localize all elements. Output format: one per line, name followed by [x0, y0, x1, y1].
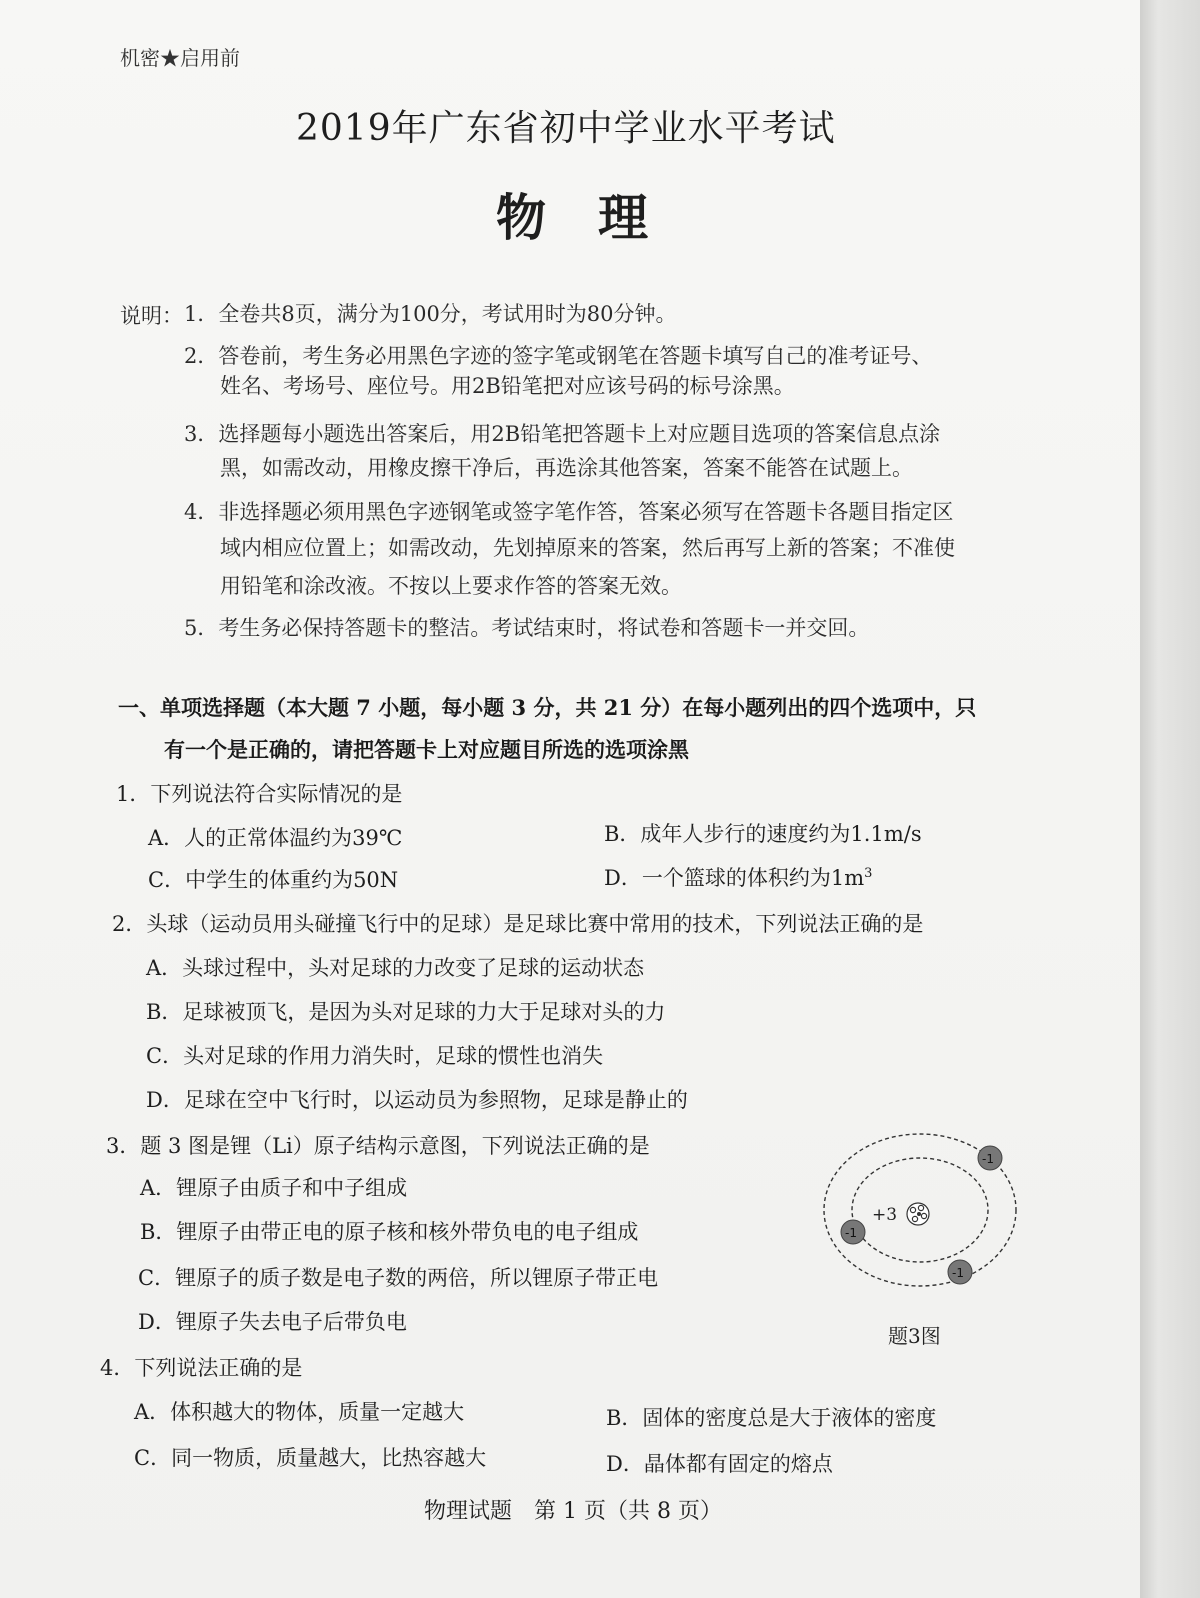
- nucleus-charge-label: +3: [872, 1205, 898, 1225]
- instruction-line: 3．选择题每小题选出答案后，用2B铅笔把答题卡上对应题目选项的答案信息点涂: [184, 422, 941, 446]
- q1-option-c: C．中学生的体重约为50N: [148, 868, 399, 892]
- electron-1: [978, 1146, 1002, 1170]
- figure-caption: 题3图: [888, 1324, 941, 1348]
- q4-option-c: C．同一物质，质量越大，比热容越大: [134, 1446, 487, 1470]
- q3-option-d: D．锂原子失去电子后带负电: [138, 1310, 407, 1334]
- instruction-line: 4．非选择题必须用黑色字迹钢笔或签字笔作答，答案必须写在答题卡各题目指定区: [184, 500, 954, 524]
- confidential-mark: 机密★启用前: [120, 46, 240, 70]
- subject-title: 物理: [496, 188, 700, 247]
- nucleus: [907, 1203, 929, 1225]
- section-heading: 一、单项选择题（本大题 7 小题，每小题 3 分，共 21 分）在每小题列出的四个选项中，只: [118, 695, 977, 720]
- electron-2: [841, 1220, 865, 1244]
- q2-option-c: C．头对足球的作用力消失时，足球的惯性也消失: [146, 1044, 604, 1068]
- page-footer: 物理试题 第 1 页（共 8 页）: [424, 1499, 722, 1524]
- instruction-line: 用铅笔和涂改液。不按以上要求作答的答案无效。: [220, 574, 682, 598]
- question-1-stem: 1．下列说法符合实际情况的是: [116, 782, 403, 806]
- q2-option-b: B．足球被顶飞，是因为头对足球的力大于足球对头的力: [146, 1000, 666, 1024]
- q2-option-d: D．足球在空中飞行时，以运动员为参照物，足球是静止的: [146, 1088, 688, 1112]
- electron-3: [948, 1260, 972, 1284]
- exam-title: 2019年广东省初中学业水平考试: [296, 108, 836, 149]
- instructions-label: 说明：: [120, 304, 183, 328]
- q4-option-d: D．晶体都有固定的熔点: [606, 1452, 833, 1476]
- q1-option-a: A．人的正常体温约为39℃: [148, 826, 403, 850]
- electron-charge-label: -1: [982, 1152, 994, 1166]
- question-2-stem: 2．头球（运动员用头碰撞飞行中的足球）是足球比赛中常用的技术，下列说法正确的是: [112, 912, 924, 936]
- q1-option-b: B．成年人步行的速度约为1.1m/s: [604, 822, 922, 846]
- instruction-line: 黑，如需改动，用橡皮擦干净后，再选涂其他答案，答案不能答在试题上。: [220, 456, 913, 480]
- q3-option-c: C．锂原子的质子数是电子数的两倍，所以锂原子带正电: [138, 1266, 659, 1290]
- q4-option-b: B．固体的密度总是大于液体的密度: [606, 1406, 937, 1430]
- question-3-stem: 3．题 3 图是锂（Li）原子结构示意图，下列说法正确的是: [106, 1134, 650, 1158]
- electron-charge-label: -1: [952, 1266, 964, 1280]
- q4-option-a: A．体积越大的物体，质量一定越大: [134, 1400, 465, 1424]
- electron-charge-label: -1: [845, 1226, 857, 1240]
- q1-option-d-exponent: 3: [864, 866, 873, 881]
- lithium-atom-diagram: [820, 1130, 1020, 1290]
- section-heading-cont: 有一个是正确的，请把答题卡上对应题目所选的选项涂黑: [164, 737, 689, 762]
- instruction-line: 姓名、考场号、座位号。用2B铅笔把对应该号码的标号涂黑。: [220, 374, 795, 398]
- q2-option-a: A．头球过程中，头对足球的力改变了足球的运动状态: [146, 956, 645, 980]
- q3-option-b: B．锂原子由带正电的原子核和核外带负电的电子组成: [140, 1220, 639, 1244]
- instruction-line: 域内相应位置上；如需改动，先划掉原来的答案，然后再写上新的答案；不准使: [220, 536, 955, 560]
- page-edge-shadow: [1140, 0, 1200, 1598]
- instruction-line: 2．答卷前，考生务必用黑色字迹的签字笔或钢笔在答题卡填写自己的准考证号、: [184, 344, 933, 368]
- q3-option-a: A．锂原子由质子和中子组成: [140, 1176, 408, 1200]
- instruction-line: 1．全卷共8页，满分为100分，考试用时为80分钟。: [184, 302, 677, 326]
- instruction-line: 5．考生务必保持答题卡的整洁。考试结束时，将试卷和答题卡一并交回。: [184, 616, 870, 640]
- q1-option-d: D．一个篮球的体积约为$1m^3$: [604, 866, 873, 890]
- question-4-stem: 4．下列说法正确的是: [100, 1356, 303, 1380]
